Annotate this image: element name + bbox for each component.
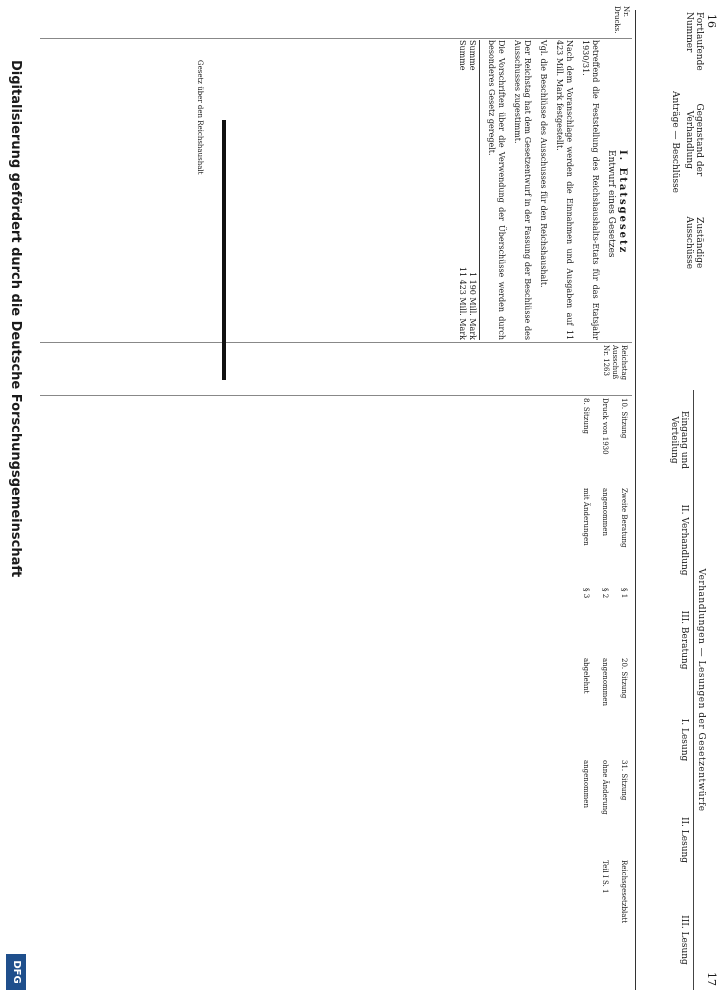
scan-shadow-bar [222, 120, 226, 380]
section-title: I. Etatsgesetz [617, 150, 628, 255]
sum-label: Summe [468, 40, 477, 71]
entry: Zweite Beratung [620, 488, 628, 548]
column-divider [40, 395, 632, 396]
paragraph: Vgl. die Beschlüsse des Ausschusses für den Reichshaushalt. [539, 40, 548, 288]
header-col-subject: Gegenstand der Verhandlung [684, 103, 704, 177]
entry: abgelehnt [582, 658, 590, 694]
table-header-right [669, 390, 706, 990]
paragraph: Der Reichstag hat dem Gesetzentwurf in der Fassung der Beschlüsse des Ausschusses zugestimmt. [513, 40, 532, 340]
committee-line: Reichstag [620, 345, 628, 381]
dfg-logo: DFG [6, 954, 26, 990]
entry: Teil I S. 1 [601, 860, 609, 894]
proceedings-column-4 [571, 658, 628, 748]
entry: § 2 [601, 588, 609, 599]
header-col-1: Eingang und Verteilung [669, 410, 689, 470]
entry: angenommen [601, 658, 609, 706]
sum-label: Summe [458, 40, 467, 71]
entry: angenommen [601, 488, 609, 536]
header-col-committee: Zuständige Ausschüsse [684, 216, 704, 270]
entry: 20. Sitzung [620, 658, 628, 699]
entry: angenommen [582, 760, 590, 808]
entry: Reichsgesetzblatt [620, 860, 628, 924]
entry: § 3 [582, 588, 590, 599]
entry: mit Änderungen [582, 488, 590, 546]
paragraph: betreffend die Feststellung des Reichshaushalts-Etats für das Etatsjahr 1930/31. [581, 40, 600, 340]
left-col-line: Nr. [622, 6, 630, 17]
entry: § 1 [620, 588, 628, 599]
header-col-6: III. Lesung [679, 915, 689, 965]
header-col-2: II. Verhandlung [679, 504, 689, 576]
entry: ohne Änderung [601, 760, 609, 815]
sum-row [457, 40, 467, 340]
sum-value: 11 423 Mill. Mark [458, 266, 467, 340]
header-band-left: Anträge — Beschlüsse [670, 90, 680, 194]
entry: 31. Sitzung [620, 760, 628, 801]
main-text-block [457, 40, 600, 340]
page-number-left: 16 [705, 14, 718, 28]
left-col-line: Drucks. [613, 6, 621, 34]
header-col-5: II. Lesung [679, 816, 689, 864]
committee-line: Nr. 1263 [602, 345, 610, 376]
gap-note: Gesetz über den Reichshaushalt [196, 60, 204, 175]
sum-row [467, 40, 477, 340]
proceedings-column-3 [571, 588, 628, 648]
entry: Druck von 1930 [601, 398, 609, 455]
header-col-number: Fortlaufende Nummer [684, 12, 704, 71]
column-divider [40, 342, 632, 343]
section-subtitle: Entwurf eines Gesetzes [606, 150, 616, 258]
entry: 10. Sitzung [620, 398, 628, 439]
header-col-4: I. Lesung [679, 718, 689, 762]
proceedings-column-6 [590, 860, 628, 970]
proceedings-column-1 [571, 398, 628, 478]
header-rule [635, 10, 636, 990]
committee-column [601, 345, 628, 395]
paragraph: Die Vorschriften über die Verwendung der Überschüsse werden durch besonderes Gesetz geregelt. [487, 40, 506, 340]
sum-rule [479, 40, 480, 340]
table-header-left [670, 12, 704, 282]
header-band-right: Verhandlungen — Lesungen der Gesetzentwürfe [693, 390, 706, 990]
entry: 8. Sitzung [582, 398, 590, 434]
digitization-credit: Digitalisierung gefördert durch die Deutsche Forschungsgemeinschaft [8, 60, 23, 578]
committee-line: Ausschuß [611, 345, 619, 380]
paragraph: Nach dem Voranschlage werden die Einnahmen und Ausgaben auf 11 423 Mill. Mark festgestellt. [555, 40, 574, 340]
page-number-right: 17 [705, 972, 718, 986]
sum-value: 1 190 Mill. Mark [468, 271, 477, 340]
left-number-column [612, 6, 630, 34]
column-divider [40, 38, 632, 39]
header-col-3: III. Beratung [679, 610, 689, 670]
proceedings-column-5 [571, 760, 628, 850]
proceedings-column-2 [571, 488, 628, 578]
